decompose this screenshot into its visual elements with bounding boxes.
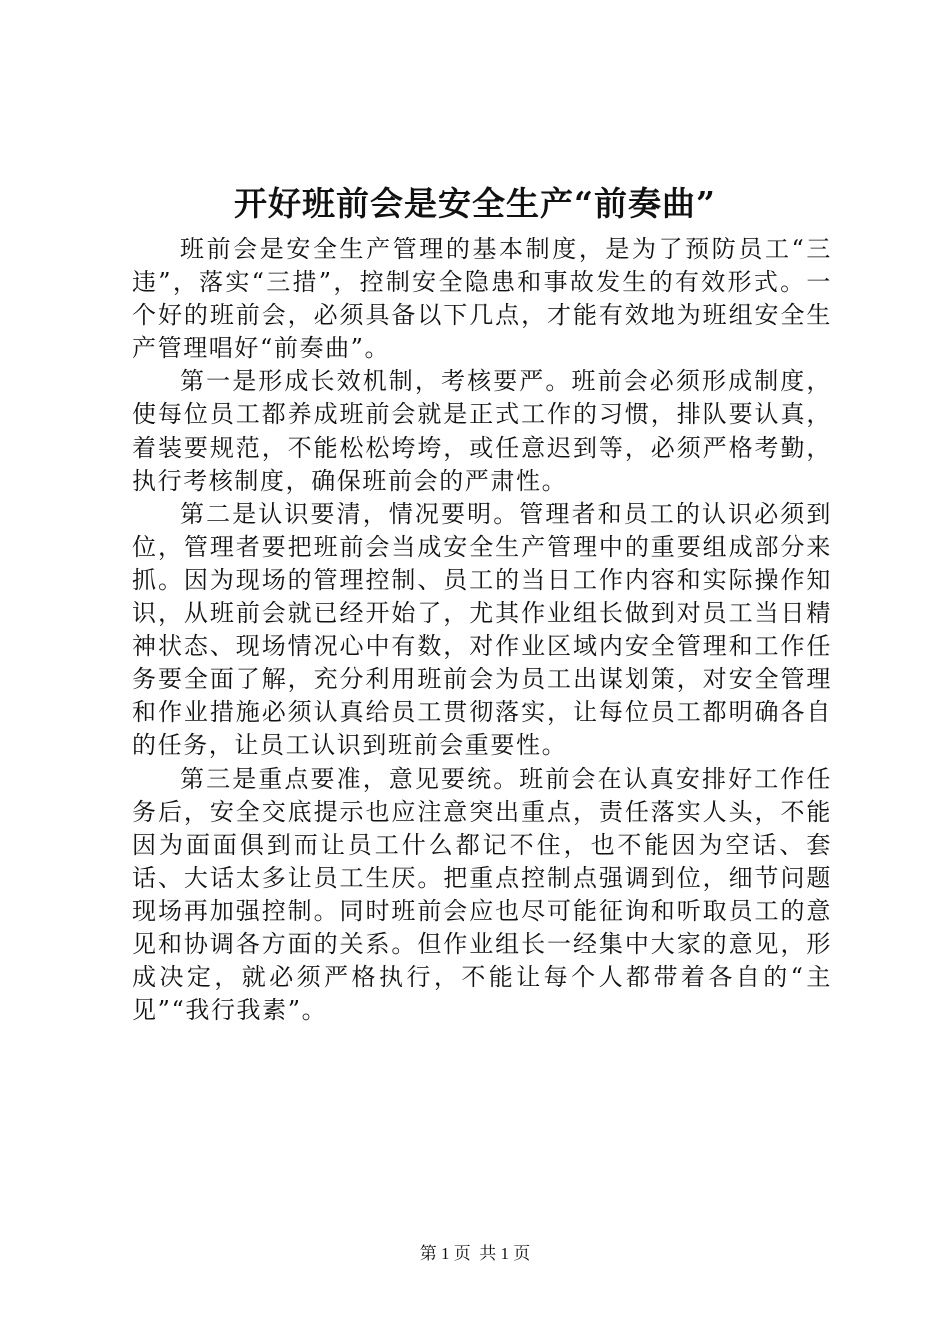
paragraph-first-point: 第一是形成长效机制，考核要严。班前会必须形成制度，使每位员工都养成班前会就是正式工作的习惯，排队要认真，着装要规范，不能松松垮垮，或任意迟到等，必须严格考勤，执行考核制度，确保班前会的严肃性。 xyxy=(132,367,832,495)
document-body xyxy=(132,233,832,1027)
page-number: 第 1 页 共 1 页 xyxy=(419,1244,531,1263)
page-footer xyxy=(0,1243,950,1265)
paragraph-third-point: 第三是重点要准，意见要统。班前会在认真安排好工作任务后，安全交底提示也应注意突出重点，责任落实人头，不能因为面面俱到而让员工什么都记不住，也不能因为空话、套话、大话太多让员工生厌。把重点控制点强调到位，细节问题现场再加强控制。同时班前会应也尽可能征询和听取员工的意见和协调各方面的关系。但作业组长一经集中大家的意见，形成决定，就必须严格执行，不能让每个人都带着各自的“主见”“我行我素”。 xyxy=(132,764,832,1025)
paragraph-second-point: 第二是认识要清，情况要明。管理者和员工的认识必须到位，管理者要把班前会当成安全生产管理中的重要组成部分来抓。因为现场的管理控制、员工的当日工作内容和实际操作知识，从班前会就已经开始了，尤其作业组长做到对员工当日精神状态、现场情况心中有数，对作业区域内安全管理和工作任务要全面了解，充分利用班前会为员工出谋划策，对安全管理和作业措施必须认真给员工贯彻落实，让每位员工都明确各自的任务，让员工认识到班前会重要性。 xyxy=(132,499,832,760)
document-title: 开好班前会是安全生产“前奏曲” xyxy=(234,184,716,223)
paragraph-intro: 班前会是安全生产管理的基本制度，是为了预防员工“三违”，落实“三措”，控制安全隐患和事故发生的有效形式。一个好的班前会，必须具备以下几点，才能有效地为班组安全生产管理唱好“前奏曲”。 xyxy=(132,235,832,363)
